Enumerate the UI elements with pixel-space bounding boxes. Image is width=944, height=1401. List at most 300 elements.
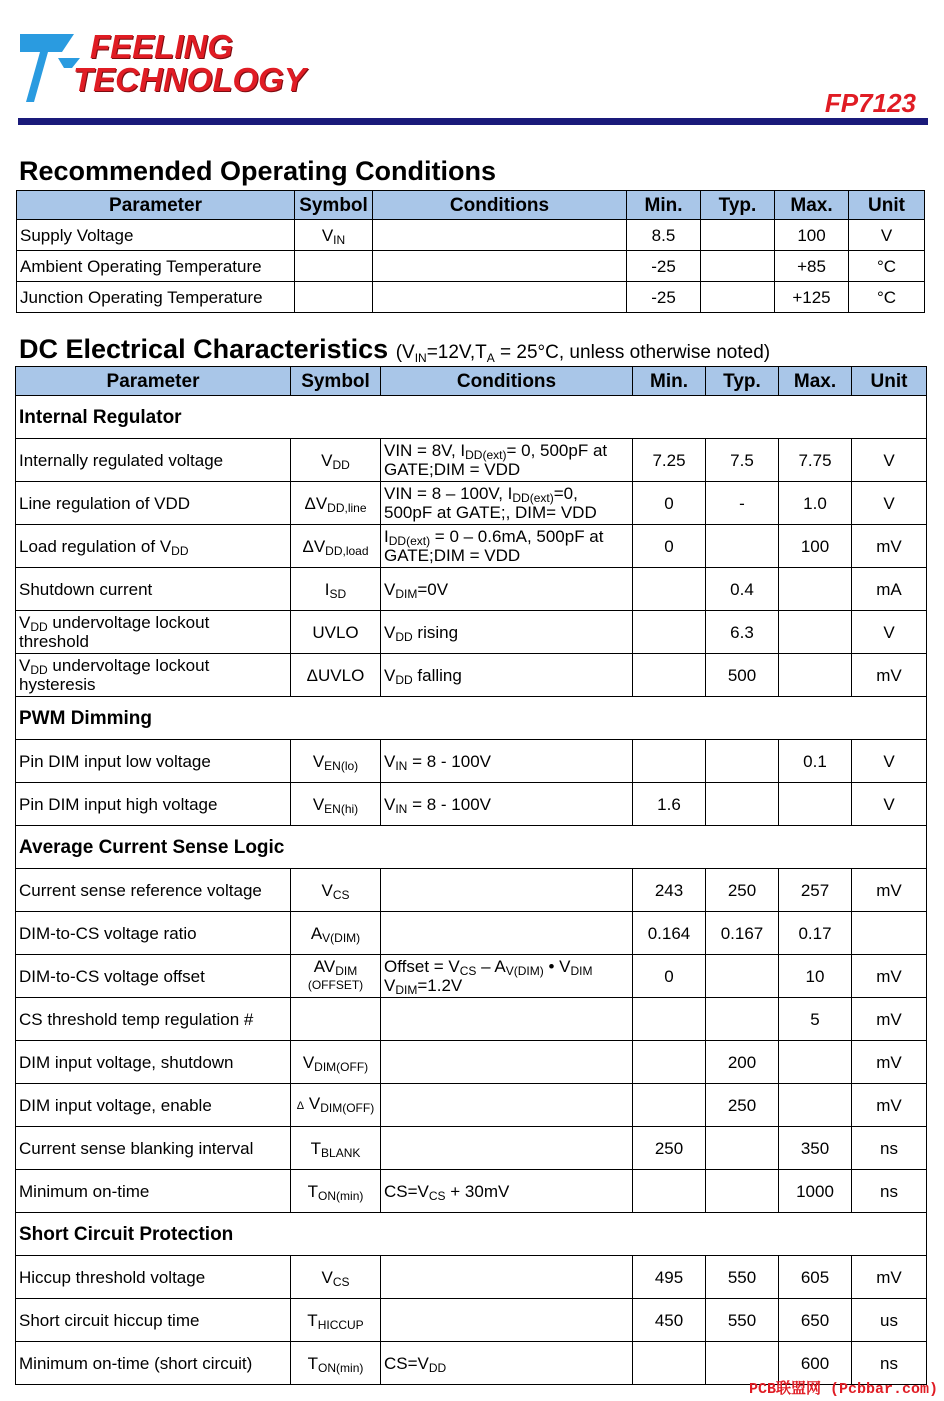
symbol-sub: DIM — [335, 964, 358, 978]
cond-sub: DD(ext) — [388, 534, 431, 548]
table-row — [16, 1041, 927, 1084]
conditions-cell — [381, 740, 633, 783]
min-cell: 450 — [633, 1299, 706, 1342]
min-cell: 0 — [633, 955, 706, 998]
cond-part: =1.2V — [417, 976, 463, 995]
col-header-parameter: Parameter — [17, 191, 295, 220]
unit-cell: mV — [852, 654, 927, 697]
max-cell: 10 — [779, 955, 852, 998]
symbol-cell: UVLO — [291, 611, 381, 654]
min-cell: 7.25 — [633, 439, 706, 482]
table-row — [17, 282, 925, 313]
symbol-cell — [291, 998, 381, 1041]
cond-part: GATE;DIM = VDD — [384, 460, 521, 479]
symbol-sub: EN(lo) — [324, 758, 359, 773]
conditions-cell — [381, 1127, 633, 1170]
param-cell: Shutdown current — [16, 568, 291, 611]
cond-part: + 30mV — [445, 1181, 510, 1201]
symbol-cell — [291, 1041, 381, 1084]
param-cell: Hiccup threshold voltage — [16, 1256, 291, 1299]
param-cell: DIM-to-CS voltage offset — [16, 955, 291, 998]
min-cell: 0 — [633, 525, 706, 568]
max-cell — [779, 1041, 852, 1084]
typ-cell: 250 — [706, 1084, 779, 1127]
table-row — [16, 568, 927, 611]
cond-part: = 8 - 100V — [407, 794, 491, 814]
symbol-sub: SD — [329, 586, 347, 601]
symbol-main: T — [307, 1181, 319, 1201]
symbol-cell — [295, 282, 373, 313]
col-header-unit: Unit — [849, 191, 925, 220]
cond-part: I — [384, 527, 389, 546]
param-cell: Junction Operating Temperature — [17, 282, 295, 313]
cond-part: VIN = 8 – 100V, I — [384, 484, 513, 503]
symbol-sub: BLANK — [321, 1145, 361, 1160]
conditions-cell — [373, 251, 627, 282]
group-label: Internal Regulator — [16, 396, 927, 439]
cond-part: = 0, 500pF at — [506, 441, 608, 460]
symbol-sub: EN(hi) — [324, 801, 359, 816]
param-cell: Ambient Operating Temperature — [17, 251, 295, 282]
table-row — [16, 1170, 927, 1213]
table-row — [16, 611, 927, 654]
max-cell: 650 — [779, 1299, 852, 1342]
unit-cell: mV — [852, 1256, 927, 1299]
unit-cell: mA — [852, 568, 927, 611]
group-row-internal-regulator — [16, 396, 927, 439]
symbol-cell — [291, 439, 381, 482]
conditions-cell — [381, 1342, 633, 1385]
table-row — [17, 251, 925, 282]
symbol-cell — [291, 568, 381, 611]
cond-sub: DD(ext) — [512, 491, 554, 505]
cond-part: V — [384, 976, 396, 995]
cond-sub: DD — [395, 672, 413, 687]
col-header-typ: Typ. — [706, 367, 779, 396]
symbol-line2: (OFFSET) — [307, 978, 364, 992]
param-part: hysteresis — [19, 675, 96, 694]
param-part: undervoltage lockout — [47, 613, 210, 632]
symbol-main: A — [310, 923, 323, 943]
symbol-main: T — [307, 1353, 319, 1373]
table-row — [16, 912, 927, 955]
symbol-cell — [291, 955, 381, 998]
table-row — [16, 439, 927, 482]
param-part: Load regulation of V — [19, 536, 172, 556]
cond-part: V — [384, 622, 396, 642]
param-cell: Minimum on-time — [16, 1170, 291, 1213]
cond-part: GATE;DIM = VDD — [384, 546, 521, 565]
symbol-main: AV — [313, 957, 336, 976]
conditions-cell — [381, 998, 633, 1041]
param-cell: DIM-to-CS voltage ratio — [16, 912, 291, 955]
conditions-cell — [381, 783, 633, 826]
table-row — [16, 1256, 927, 1299]
symbol-main: I — [324, 579, 330, 599]
max-cell: 1.0 — [779, 482, 852, 525]
symbol-main: V — [302, 1052, 315, 1072]
dc-title — [19, 334, 770, 365]
group-row-pwm-dimming — [16, 697, 927, 740]
symbol-main: V — [312, 794, 325, 814]
table-row — [16, 1127, 927, 1170]
typ-cell: 200 — [706, 1041, 779, 1084]
note-part: = 25°C, unless otherwise noted) — [494, 342, 771, 363]
max-cell — [779, 654, 852, 697]
param-cell: Pin DIM input high voltage — [16, 783, 291, 826]
col-header-parameter: Parameter — [16, 367, 291, 396]
min-cell — [633, 1041, 706, 1084]
cond-part: – A — [476, 957, 506, 976]
typ-cell — [701, 220, 775, 251]
unit-cell: V — [852, 611, 927, 654]
param-cell — [16, 654, 291, 697]
table-row — [16, 654, 927, 697]
cond-part: V — [384, 751, 396, 771]
min-cell: 495 — [633, 1256, 706, 1299]
cond-part: V — [384, 794, 396, 814]
min-cell — [633, 654, 706, 697]
typ-cell — [706, 740, 779, 783]
symbol-sub: V(DIM) — [322, 930, 361, 945]
conditions-cell — [381, 611, 633, 654]
symbol-cell — [291, 1342, 381, 1385]
symbol-sub: DIM(OFF) — [314, 1059, 369, 1074]
typ-cell — [701, 282, 775, 313]
dc-title-note — [396, 342, 770, 363]
param-cell: DIM input voltage, enable — [16, 1084, 291, 1127]
cond-sub: CS — [428, 1188, 446, 1203]
param-cell: Current sense blanking interval — [16, 1127, 291, 1170]
symbol-main: V — [321, 1267, 333, 1287]
table-row — [16, 869, 927, 912]
unit-cell: mV — [852, 998, 927, 1041]
symbol-cell — [291, 869, 381, 912]
roc-header-row — [17, 191, 925, 220]
symbol-cell — [291, 525, 381, 568]
symbol-main: V — [308, 1094, 321, 1113]
param-part: V — [19, 613, 31, 632]
logo-text-technology: TECHNOLOGY — [73, 61, 306, 98]
cond-sub: V(DIM) — [505, 964, 544, 978]
max-cell: 100 — [779, 525, 852, 568]
param-cell — [16, 525, 291, 568]
min-cell: 250 — [633, 1127, 706, 1170]
watermark-text[interactable]: PCB联盟网 (Pcbbar.com) — [748, 1381, 938, 1398]
symbol-sub: CS — [332, 1274, 350, 1289]
conditions-cell — [381, 955, 633, 998]
typ-cell: 550 — [706, 1256, 779, 1299]
typ-cell: 550 — [706, 1299, 779, 1342]
symbol-sub: DD — [332, 457, 350, 472]
typ-cell — [706, 1127, 779, 1170]
symbol-cell — [291, 1127, 381, 1170]
typ-cell: 250 — [706, 869, 779, 912]
cond-sub: DIM — [395, 983, 418, 997]
param-cell — [16, 611, 291, 654]
symbol-cell — [295, 251, 373, 282]
param-cell: Current sense reference voltage — [16, 869, 291, 912]
symbol-main: V — [312, 751, 325, 771]
note-sub: A — [486, 351, 495, 365]
cond-part: rising — [412, 622, 459, 642]
note-sub: IN — [414, 351, 427, 365]
param-sub: DD — [171, 543, 189, 558]
unit-cell: mV — [852, 955, 927, 998]
min-cell — [633, 998, 706, 1041]
dc-title-text: DC Electrical Characteristics — [19, 334, 389, 364]
param-cell: DIM input voltage, shutdown — [16, 1041, 291, 1084]
max-cell: 600 — [779, 1342, 852, 1385]
cond-sub: IN — [395, 758, 408, 773]
table-row — [16, 1084, 927, 1127]
table-row — [16, 525, 927, 568]
col-header-typ: Typ. — [701, 191, 775, 220]
typ-cell — [706, 998, 779, 1041]
param-part: undervoltage lockout — [47, 656, 210, 675]
max-cell — [779, 783, 852, 826]
conditions-cell — [381, 654, 633, 697]
conditions-cell — [381, 1084, 633, 1127]
symbol-main: V — [321, 450, 333, 470]
col-header-max: Max. — [779, 367, 852, 396]
conditions-cell — [381, 568, 633, 611]
min-cell — [633, 568, 706, 611]
cond-part: CS=V — [384, 1181, 429, 1201]
conditions-cell — [381, 1170, 633, 1213]
param-part: V — [19, 656, 31, 675]
unit-cell: °C — [849, 251, 925, 282]
typ-cell — [706, 525, 779, 568]
symbol-cell — [291, 1170, 381, 1213]
min-cell — [633, 1084, 706, 1127]
conditions-cell — [373, 282, 627, 313]
max-cell — [779, 611, 852, 654]
page-header — [0, 0, 944, 130]
min-cell — [633, 611, 706, 654]
symbol-prefix: Δ — [296, 1100, 305, 1112]
symbol-sub: DD,line — [327, 500, 367, 515]
col-header-symbol: Symbol — [295, 191, 373, 220]
group-row-average-current-sense — [16, 826, 927, 869]
typ-cell — [706, 783, 779, 826]
max-cell: 350 — [779, 1127, 852, 1170]
max-cell: 7.75 — [779, 439, 852, 482]
typ-cell: 0.4 — [706, 568, 779, 611]
param-cell: Pin DIM input low voltage — [16, 740, 291, 783]
param-cell: CS threshold temp regulation # — [16, 998, 291, 1041]
symbol-sub: DIM(OFF) — [320, 1101, 375, 1115]
max-cell: 0.17 — [779, 912, 852, 955]
cond-sub: DD — [428, 1360, 447, 1375]
conditions-cell — [381, 1256, 633, 1299]
group-label: Short Circuit Protection — [16, 1213, 927, 1256]
cond-sub: IN — [395, 801, 408, 816]
company-logo — [18, 30, 338, 110]
col-header-min: Min. — [633, 367, 706, 396]
unit-cell: °C — [849, 282, 925, 313]
table-row — [17, 220, 925, 251]
min-cell — [633, 740, 706, 783]
note-part: =12V,T — [426, 342, 487, 363]
symbol-sub: CS — [332, 887, 350, 902]
symbol-sub: HICCUP — [317, 1317, 364, 1332]
col-header-min: Min. — [627, 191, 701, 220]
symbol-sub: ON(min) — [318, 1188, 364, 1203]
min-cell: 1.6 — [633, 783, 706, 826]
col-header-conditions: Conditions — [381, 367, 633, 396]
logo-text-feeling: FEELING — [90, 28, 234, 65]
cond-sub: DD — [395, 629, 413, 644]
cond-sub: DIM — [570, 964, 593, 978]
cond-part: V — [384, 665, 396, 685]
param-sub: DD — [30, 620, 48, 634]
param-cell: Short circuit hiccup time — [16, 1299, 291, 1342]
max-cell: +125 — [775, 282, 849, 313]
typ-cell — [706, 955, 779, 998]
symbol-sub: IN — [333, 232, 346, 247]
unit-cell: V — [852, 439, 927, 482]
cond-sub: DIM — [395, 586, 418, 601]
cond-sub: DD(ext) — [465, 448, 507, 462]
cond-part: 500pF at GATE;, DIM= VDD — [384, 503, 597, 522]
group-label: Average Current Sense Logic — [16, 826, 927, 869]
param-cell: Line regulation of VDD — [16, 482, 291, 525]
conditions-cell — [373, 220, 627, 251]
unit-cell: ns — [852, 1127, 927, 1170]
conditions-cell — [381, 439, 633, 482]
symbol-cell — [291, 912, 381, 955]
cond-sub: CS — [459, 964, 477, 978]
min-cell — [633, 1170, 706, 1213]
unit-cell: mV — [852, 1041, 927, 1084]
cond-part: falling — [412, 665, 462, 685]
group-label: PWM Dimming — [16, 697, 927, 740]
unit-cell: V — [852, 783, 927, 826]
cond-part: = 8 - 100V — [407, 751, 491, 771]
roc-table — [16, 190, 925, 313]
symbol-cell — [291, 1084, 381, 1127]
max-cell: 605 — [779, 1256, 852, 1299]
max-cell — [779, 1084, 852, 1127]
unit-cell: V — [852, 740, 927, 783]
symbol-main: T — [310, 1138, 322, 1158]
conditions-cell — [381, 869, 633, 912]
symbol-sub: DD,load — [325, 543, 369, 558]
cond-part: =0, — [553, 484, 578, 503]
min-cell: 0 — [633, 482, 706, 525]
symbol-cell — [291, 1299, 381, 1342]
group-row-short-circuit-protection — [16, 1213, 927, 1256]
cond-part: = 0 – 0.6mA, 500pF at — [430, 527, 604, 546]
param-sub: DD — [30, 663, 48, 677]
min-cell: -25 — [627, 251, 701, 282]
dc-header-row — [16, 367, 927, 396]
symbol-cell: ΔUVLO — [291, 654, 381, 697]
conditions-cell — [381, 482, 633, 525]
symbol-cell — [295, 220, 373, 251]
max-cell: 0.1 — [779, 740, 852, 783]
symbol-main: V — [321, 880, 333, 900]
symbol-cell — [291, 783, 381, 826]
typ-cell: 7.5 — [706, 439, 779, 482]
col-header-unit: Unit — [852, 367, 927, 396]
conditions-cell — [381, 1041, 633, 1084]
min-cell: 8.5 — [627, 220, 701, 251]
max-cell — [779, 568, 852, 611]
table-row — [16, 998, 927, 1041]
roc-title: Recommended Operating Conditions — [19, 156, 497, 186]
typ-cell: 0.167 — [706, 912, 779, 955]
max-cell: 100 — [775, 220, 849, 251]
table-row — [16, 955, 927, 998]
param-cell: Internally regulated voltage — [16, 439, 291, 482]
cond-part: V — [384, 579, 396, 599]
table-row — [16, 482, 927, 525]
table-row — [16, 783, 927, 826]
conditions-cell — [381, 525, 633, 568]
cond-part: VIN = 8V, I — [384, 441, 466, 460]
table-row — [16, 1299, 927, 1342]
param-cell: Supply Voltage — [17, 220, 295, 251]
part-number: FP7123 — [824, 88, 916, 118]
max-cell: +85 — [775, 251, 849, 282]
conditions-cell — [381, 1299, 633, 1342]
symbol-cell — [291, 482, 381, 525]
symbol-main: V — [321, 225, 334, 245]
symbol-main: T — [307, 1310, 318, 1330]
min-cell — [633, 1342, 706, 1385]
param-part: threshold — [19, 632, 89, 651]
symbol-sub: ON(min) — [318, 1360, 364, 1375]
table-row — [16, 740, 927, 783]
typ-cell: - — [706, 482, 779, 525]
max-cell: 257 — [779, 869, 852, 912]
cond-part: =0V — [417, 579, 449, 599]
min-cell: 0.164 — [633, 912, 706, 955]
symbol-main: ΔV — [302, 536, 326, 556]
unit-cell: ns — [852, 1170, 927, 1213]
note-part: (V — [395, 342, 415, 363]
cond-part: CS=V — [384, 1353, 429, 1373]
unit-cell: ns — [852, 1342, 927, 1385]
typ-cell: 500 — [706, 654, 779, 697]
unit-cell: V — [852, 482, 927, 525]
col-header-max: Max. — [775, 191, 849, 220]
min-cell: 243 — [633, 869, 706, 912]
unit-cell: mV — [852, 1084, 927, 1127]
conditions-cell — [381, 912, 633, 955]
unit-cell: mV — [852, 869, 927, 912]
header-rule — [18, 118, 928, 125]
col-header-symbol: Symbol — [291, 367, 381, 396]
symbol-main: ΔV — [304, 493, 328, 513]
unit-cell: us — [852, 1299, 927, 1342]
dc-table — [15, 366, 927, 1385]
param-cell: Minimum on-time (short circuit) — [16, 1342, 291, 1385]
max-cell: 5 — [779, 998, 852, 1041]
typ-cell — [706, 1170, 779, 1213]
typ-cell — [701, 251, 775, 282]
min-cell: -25 — [627, 282, 701, 313]
cond-part: • V — [543, 957, 571, 976]
unit-cell: V — [849, 220, 925, 251]
symbol-cell — [291, 740, 381, 783]
cond-part: Offset = V — [384, 957, 460, 976]
typ-cell: 6.3 — [706, 611, 779, 654]
col-header-conditions: Conditions — [373, 191, 627, 220]
max-cell: 1000 — [779, 1170, 852, 1213]
